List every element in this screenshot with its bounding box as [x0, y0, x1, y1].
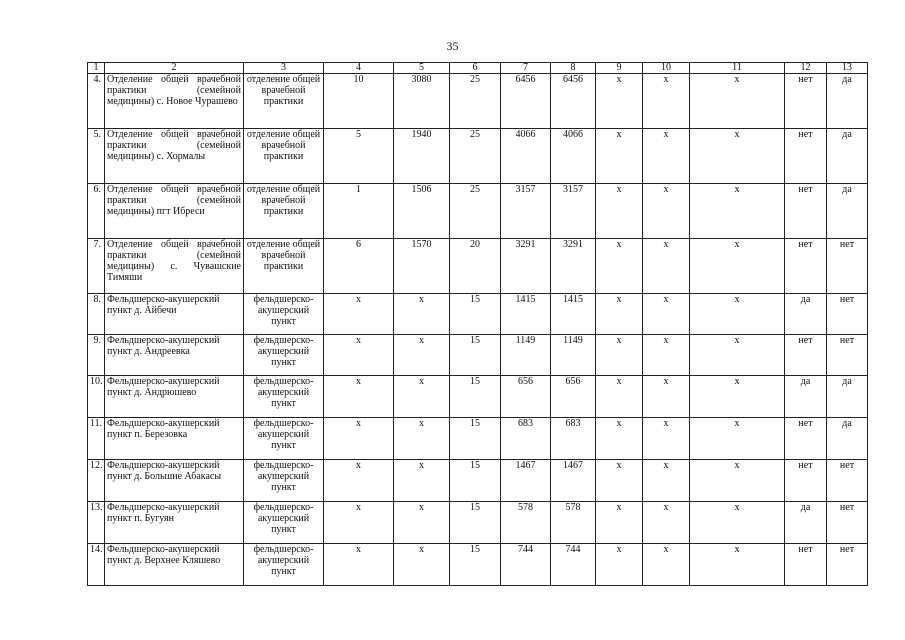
col-5-value: х: [394, 460, 450, 502]
facility-name: Отделение общей врачебной практики (семейной медицины) с. Чувашские Тимяши: [105, 239, 244, 294]
facility-type: фельдшерско-акушерский пункт: [244, 294, 324, 335]
col-12-value: нет: [785, 74, 827, 129]
table-row: [88, 544, 868, 586]
col-5-value: х: [394, 418, 450, 460]
col-5-value: 1570: [394, 239, 450, 294]
col-8-value: 3157: [551, 184, 596, 239]
col-6-value: 15: [450, 418, 501, 460]
col-8-value: 6456: [551, 74, 596, 129]
col-5-value: х: [394, 502, 450, 544]
col-5-value: 1940: [394, 129, 450, 184]
col-8-value: 1467: [551, 460, 596, 502]
facilities-table: [87, 62, 868, 586]
table-row: [88, 376, 868, 418]
col-12-value: да: [785, 376, 827, 418]
col-8-value: 683: [551, 418, 596, 460]
col-4-value: х: [324, 544, 394, 586]
table-row: [88, 74, 868, 129]
table-row: [88, 184, 868, 239]
col-10-value: х: [643, 74, 690, 129]
col-12-value: да: [785, 502, 827, 544]
column-header-7: 7: [501, 63, 551, 74]
row-number: 8.: [88, 294, 105, 335]
facility-name: Фельдшерско-акушерский пункт п. Бугуян: [105, 502, 244, 544]
col-6-value: 20: [450, 239, 501, 294]
col-10-value: х: [643, 502, 690, 544]
facility-name: Фельдшерско-акушерский пункт д. Андреевка: [105, 335, 244, 376]
col-11-value: х: [690, 460, 785, 502]
facility-type: отделение общей врачебной практики: [244, 184, 324, 239]
col-12-value: нет: [785, 460, 827, 502]
col-9-value: х: [596, 129, 643, 184]
col-8-value: 4066: [551, 129, 596, 184]
col-7-value: 3157: [501, 184, 551, 239]
facility-name: Отделение общей врачебной практики (семейной медицины) с. Хормалы: [105, 129, 244, 184]
col-9-value: х: [596, 184, 643, 239]
col-11-value: х: [690, 74, 785, 129]
column-header-1: 1: [88, 63, 105, 74]
column-header-11: 11: [690, 63, 785, 74]
row-number: 13.: [88, 502, 105, 544]
col-12-value: нет: [785, 544, 827, 586]
table-row: [88, 294, 868, 335]
col-13-value: да: [827, 184, 868, 239]
col-6-value: 25: [450, 74, 501, 129]
facility-name: Фельдшерско-акушерский пункт д. Айбечи: [105, 294, 244, 335]
col-9-value: х: [596, 544, 643, 586]
facility-type: фельдшерско-акушерский пункт: [244, 460, 324, 502]
facility-type: отделение общей врачебной практики: [244, 239, 324, 294]
column-header-9: 9: [596, 63, 643, 74]
table-row: [88, 129, 868, 184]
col-7-value: 4066: [501, 129, 551, 184]
col-4-value: х: [324, 418, 394, 460]
table-row: [88, 460, 868, 502]
col-4-value: х: [324, 335, 394, 376]
col-6-value: 15: [450, 502, 501, 544]
facility-name: Фельдшерско-акушерский пункт д. Большие Абакасы: [105, 460, 244, 502]
col-13-value: нет: [827, 239, 868, 294]
col-4-value: х: [324, 502, 394, 544]
facility-name: Отделение общей врачебной практики (семейной медицины) с. Новое Чурашево: [105, 74, 244, 129]
row-number: 10.: [88, 376, 105, 418]
col-13-value: да: [827, 418, 868, 460]
col-8-value: 3291: [551, 239, 596, 294]
col-5-value: х: [394, 544, 450, 586]
col-11-value: х: [690, 335, 785, 376]
col-9-value: х: [596, 502, 643, 544]
facility-type: фельдшерско-акушерский пункт: [244, 376, 324, 418]
facility-type: фельдшерско-акушерский пункт: [244, 335, 324, 376]
col-7-value: 578: [501, 502, 551, 544]
col-12-value: да: [785, 294, 827, 335]
col-11-value: х: [690, 502, 785, 544]
col-13-value: нет: [827, 335, 868, 376]
row-number: 12.: [88, 460, 105, 502]
col-5-value: х: [394, 294, 450, 335]
column-header-10: 10: [643, 63, 690, 74]
col-7-value: 3291: [501, 239, 551, 294]
col-9-value: х: [596, 418, 643, 460]
column-header-2: 2: [105, 63, 244, 74]
col-11-value: х: [690, 418, 785, 460]
col-8-value: 1415: [551, 294, 596, 335]
column-header-6: 6: [450, 63, 501, 74]
column-number-row: [88, 63, 868, 74]
col-13-value: нет: [827, 544, 868, 586]
col-8-value: 656: [551, 376, 596, 418]
col-10-value: х: [643, 544, 690, 586]
col-9-value: х: [596, 376, 643, 418]
col-9-value: х: [596, 239, 643, 294]
facility-type: отделение общей врачебной практики: [244, 74, 324, 129]
col-13-value: нет: [827, 502, 868, 544]
col-10-value: х: [643, 129, 690, 184]
col-10-value: х: [643, 294, 690, 335]
col-5-value: 3080: [394, 74, 450, 129]
col-7-value: 683: [501, 418, 551, 460]
facility-type: отделение общей врачебной практики: [244, 129, 324, 184]
col-7-value: 744: [501, 544, 551, 586]
table-row: [88, 502, 868, 544]
col-6-value: 25: [450, 129, 501, 184]
table-row: [88, 239, 868, 294]
col-4-value: 5: [324, 129, 394, 184]
col-4-value: 6: [324, 239, 394, 294]
col-7-value: 656: [501, 376, 551, 418]
col-13-value: нет: [827, 460, 868, 502]
col-4-value: х: [324, 376, 394, 418]
col-10-value: х: [643, 418, 690, 460]
col-12-value: нет: [785, 184, 827, 239]
col-6-value: 15: [450, 294, 501, 335]
col-10-value: х: [643, 376, 690, 418]
col-11-value: х: [690, 129, 785, 184]
col-4-value: 10: [324, 74, 394, 129]
col-12-value: нет: [785, 239, 827, 294]
col-5-value: х: [394, 376, 450, 418]
col-6-value: 15: [450, 376, 501, 418]
col-13-value: да: [827, 74, 868, 129]
col-12-value: нет: [785, 335, 827, 376]
col-10-value: х: [643, 239, 690, 294]
row-number: 4.: [88, 74, 105, 129]
facility-type: фельдшерско-акушерский пункт: [244, 544, 324, 586]
facility-name: Фельдшерско-акушерский пункт д. Андрюшево: [105, 376, 244, 418]
col-4-value: 1: [324, 184, 394, 239]
col-9-value: х: [596, 74, 643, 129]
table-row: [88, 418, 868, 460]
page-number: 35: [446, 39, 459, 53]
col-13-value: да: [827, 129, 868, 184]
column-header-4: 4: [324, 63, 394, 74]
col-10-value: х: [643, 184, 690, 239]
col-6-value: 15: [450, 335, 501, 376]
column-header-13: 13: [827, 63, 868, 74]
facility-type: фельдшерско-акушерский пункт: [244, 502, 324, 544]
col-9-value: х: [596, 335, 643, 376]
col-7-value: 1467: [501, 460, 551, 502]
col-11-value: х: [690, 294, 785, 335]
row-number: 11.: [88, 418, 105, 460]
table-row: [88, 335, 868, 376]
col-13-value: нет: [827, 294, 868, 335]
facility-type: фельдшерско-акушерский пункт: [244, 418, 324, 460]
col-8-value: 744: [551, 544, 596, 586]
col-13-value: да: [827, 376, 868, 418]
col-7-value: 1149: [501, 335, 551, 376]
col-5-value: х: [394, 335, 450, 376]
col-10-value: х: [643, 335, 690, 376]
col-7-value: 6456: [501, 74, 551, 129]
col-11-value: х: [690, 184, 785, 239]
col-12-value: нет: [785, 418, 827, 460]
col-11-value: х: [690, 239, 785, 294]
col-7-value: 1415: [501, 294, 551, 335]
col-4-value: х: [324, 460, 394, 502]
col-8-value: 578: [551, 502, 596, 544]
facility-name: Отделение общей врачебной практики (семейной медицины) пгт Ибреси: [105, 184, 244, 239]
row-number: 9.: [88, 335, 105, 376]
column-header-3: 3: [244, 63, 324, 74]
col-6-value: 15: [450, 544, 501, 586]
col-6-value: 15: [450, 460, 501, 502]
row-number: 5.: [88, 129, 105, 184]
facility-name: Фельдшерско-акушерский пункт п. Березовка: [105, 418, 244, 460]
col-11-value: х: [690, 376, 785, 418]
column-header-12: 12: [785, 63, 827, 74]
column-header-8: 8: [551, 63, 596, 74]
col-5-value: 1506: [394, 184, 450, 239]
col-4-value: х: [324, 294, 394, 335]
row-number: 14.: [88, 544, 105, 586]
col-12-value: нет: [785, 129, 827, 184]
column-header-5: 5: [394, 63, 450, 74]
col-8-value: 1149: [551, 335, 596, 376]
row-number: 7.: [88, 239, 105, 294]
col-10-value: х: [643, 460, 690, 502]
col-11-value: х: [690, 544, 785, 586]
facility-name: Фельдшерско-акушерский пункт д. Верхнее Кляшево: [105, 544, 244, 586]
col-6-value: 25: [450, 184, 501, 239]
col-9-value: х: [596, 460, 643, 502]
row-number: 6.: [88, 184, 105, 239]
col-9-value: х: [596, 294, 643, 335]
